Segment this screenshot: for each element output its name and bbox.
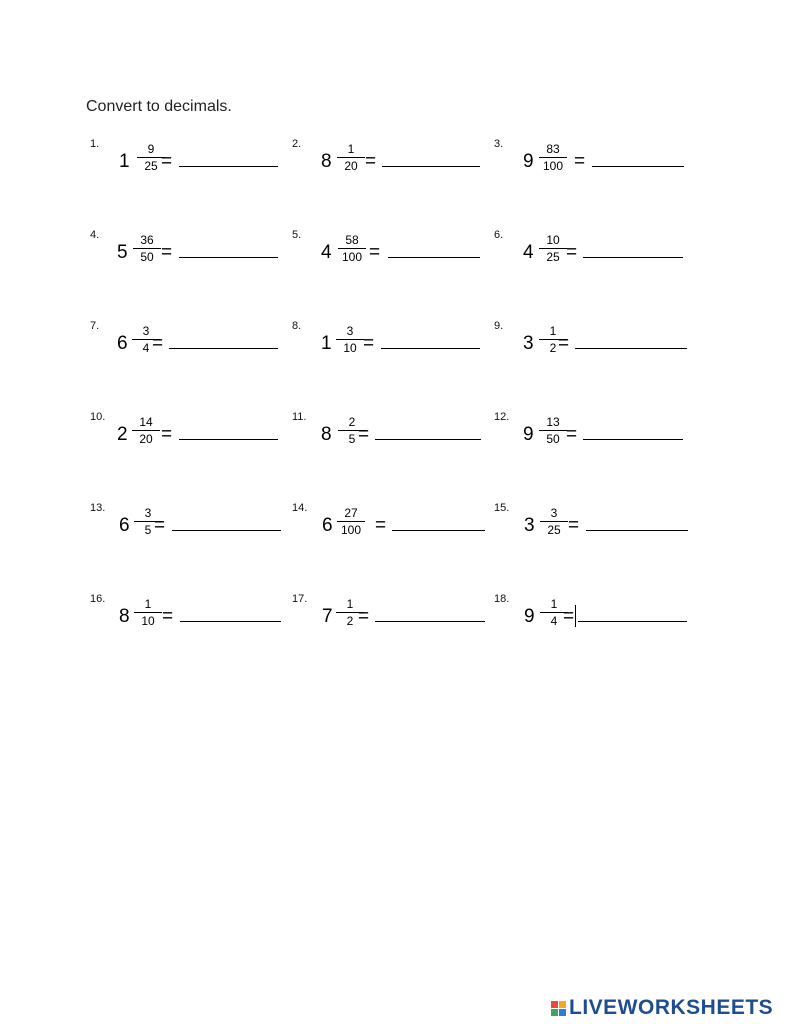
answer-field[interactable] [375,621,485,622]
problem-number: 10. [90,411,106,423]
whole-number: 8 [119,606,130,627]
denominator: 4 [550,614,558,628]
answer-field[interactable] [179,166,278,167]
problem-item [292,229,492,277]
numerator: 3 [550,506,558,520]
denominator: 50 [546,432,560,446]
denominator: 4 [142,341,150,355]
problem-number: 9. [494,320,504,332]
whole-number: 6 [322,515,333,536]
fraction [338,234,366,264]
problem-number: 2. [292,138,302,150]
denominator: 2 [549,341,557,355]
equals-sign: = [152,333,164,354]
whole-number: 8 [321,151,332,172]
problem-item [494,229,694,277]
fraction-bar [337,521,365,522]
equals-sign: = [375,515,387,536]
equals-sign: = [568,515,580,536]
equals-sign: = [365,151,377,172]
fraction [337,507,365,537]
fraction [134,598,162,628]
equals-sign: = [358,606,370,627]
problem-item [90,411,290,459]
problem-number: 12. [494,411,510,423]
fraction-bar [336,339,364,340]
fraction-bar [338,248,366,249]
problem-item [90,320,290,368]
numerator: 10 [546,233,560,247]
problem-number: 15. [494,502,510,514]
answer-field[interactable] [388,257,480,258]
instructions: Convert to decimals. [86,98,232,115]
equals-sign: = [574,151,586,172]
logo-square [551,1009,558,1016]
answer-field[interactable] [392,530,485,531]
denominator: 50 [140,250,154,264]
problem-number: 13. [90,502,106,514]
problem-number: 16. [90,593,106,605]
numerator: 1 [144,597,152,611]
whole-number: 9 [523,424,534,445]
numerator: 1 [549,324,557,338]
answer-field[interactable] [382,166,480,167]
denominator: 25 [547,523,561,537]
fraction [539,234,567,264]
fraction [133,234,161,264]
numerator: 3 [144,506,152,520]
fraction-bar [539,248,567,249]
denominator: 5 [144,523,152,537]
numerator: 1 [346,597,354,611]
liveworksheets-logo [551,996,773,1020]
answer-field[interactable] [583,439,683,440]
equals-sign: = [563,606,575,627]
answer-field[interactable] [575,348,687,349]
whole-number: 4 [321,242,332,263]
denominator: 100 [341,250,363,264]
whole-number: 9 [524,606,535,627]
numerator: 27 [344,506,358,520]
problem-item [292,502,492,550]
problem-number: 5. [292,229,302,241]
equals-sign: = [358,424,370,445]
logo-square [559,1009,566,1016]
numerator: 1 [347,142,355,156]
equals-sign: = [369,242,381,263]
answer-field[interactable] [179,257,278,258]
numerator: 83 [546,142,560,156]
whole-number: 3 [524,515,535,536]
problem-number: 8. [292,320,302,332]
fraction-bar [540,521,568,522]
fraction-bar [134,612,162,613]
whole-number: 6 [117,333,128,354]
fraction [337,143,365,173]
answer-field[interactable] [586,530,688,531]
equals-sign: = [363,333,375,354]
problem-item [292,320,492,368]
denominator: 20 [344,159,358,173]
fraction [539,416,567,446]
answer-field[interactable] [592,166,684,167]
answer-field[interactable] [578,621,687,622]
problem-item [494,138,694,186]
problem-number: 6. [494,229,504,241]
fraction-bar [133,248,161,249]
equals-sign: = [161,242,173,263]
denominator: 25 [144,159,158,173]
whole-number: 6 [119,515,130,536]
problem-number: 1. [90,138,100,150]
problem-number: 3. [494,138,504,150]
whole-number: 8 [321,424,332,445]
problem-item [90,502,290,550]
fraction-bar [539,430,567,431]
problem-item [90,593,290,641]
problem-item [90,229,290,277]
whole-number: 3 [523,333,534,354]
denominator: 5 [348,432,356,446]
problem-number: 11. [292,411,307,423]
numerator: 36 [140,233,154,247]
problem-item [494,320,694,368]
problem-item [494,411,694,459]
problem-number: 18. [494,593,510,605]
answer-field[interactable] [172,530,281,531]
answer-field[interactable] [179,439,278,440]
problem-number: 17. [292,593,308,605]
equals-sign: = [566,242,578,263]
numerator: 3 [346,324,354,338]
logo-text: LIVEWORKSHEETS [569,996,774,1019]
logo-square [559,1001,566,1008]
denominator: 100 [340,523,362,537]
logo-square [551,1001,558,1008]
fraction-bar [132,430,160,431]
fraction [540,507,568,537]
answer-field[interactable] [375,439,481,440]
whole-number: 2 [117,424,128,445]
whole-number: 4 [523,242,534,263]
denominator: 25 [546,250,560,264]
text-cursor [575,605,576,627]
denominator: 10 [141,614,155,628]
equals-sign: = [161,151,173,172]
problem-item [292,593,492,641]
denominator: 2 [346,614,354,628]
whole-number: 7 [322,606,333,627]
numerator: 58 [345,233,359,247]
problem-number: 4. [90,229,100,241]
whole-number: 9 [523,151,534,172]
numerator: 1 [550,597,558,611]
answer-field[interactable] [169,348,278,349]
fraction [539,143,567,173]
numerator: 14 [139,415,153,429]
denominator: 10 [343,341,357,355]
whole-number: 1 [119,151,130,172]
problem-item [494,593,694,641]
numerator: 9 [147,142,155,156]
denominator: 20 [139,432,153,446]
whole-number: 1 [321,333,332,354]
fraction [132,416,160,446]
problem-number: 14. [292,502,308,514]
numerator: 13 [546,415,560,429]
equals-sign: = [566,424,578,445]
numerator: 2 [348,415,356,429]
whole-number: 5 [117,242,128,263]
fraction [336,325,364,355]
answer-field[interactable] [180,621,281,622]
problem-item [90,138,290,186]
answer-field[interactable] [381,348,480,349]
numerator: 3 [142,324,150,338]
equals-sign: = [558,333,570,354]
problem-item [292,138,492,186]
liveworksheets-logo-icon [551,1001,566,1016]
equals-sign: = [154,515,166,536]
denominator: 100 [542,159,564,173]
fraction-bar [539,157,567,158]
problem-item [292,411,492,459]
problem-number: 7. [90,320,100,332]
fraction-bar [337,157,365,158]
equals-sign: = [162,606,174,627]
equals-sign: = [161,424,173,445]
answer-field[interactable] [583,257,683,258]
problem-item [494,502,694,550]
